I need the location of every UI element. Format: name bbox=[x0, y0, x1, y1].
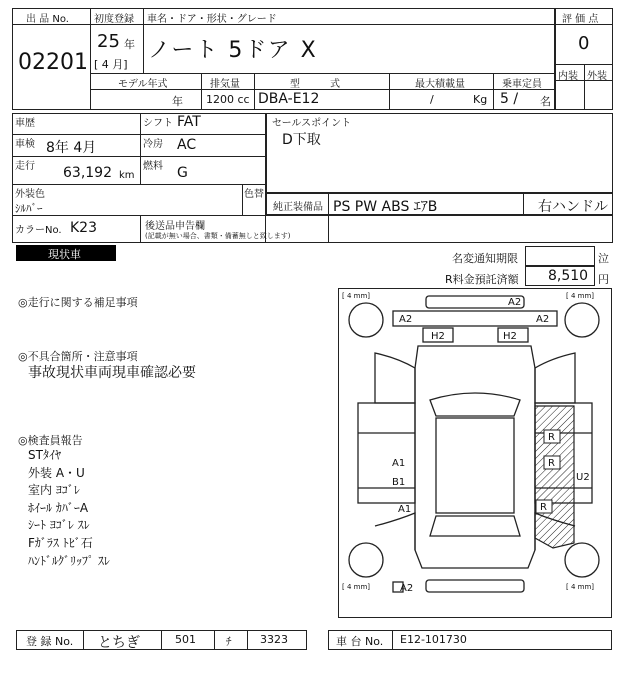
exterior-color-label: 外装色 bbox=[15, 189, 45, 200]
rear-window bbox=[430, 516, 520, 536]
defects-text: 事故現状車両現車確認必要 bbox=[28, 365, 196, 381]
max-load-label: 最大積載量 bbox=[415, 79, 465, 90]
type-label: 型 式 bbox=[290, 79, 340, 90]
fuel-label: 燃料 bbox=[143, 161, 163, 172]
first-reg-month: [ 4 月] bbox=[94, 58, 128, 71]
rear-bumper bbox=[426, 580, 524, 592]
displacement: 1200 cc bbox=[206, 93, 250, 106]
ac-label: 冷房 bbox=[143, 139, 163, 150]
inspection-label: 車検 bbox=[15, 139, 35, 150]
score-label: 評 価 点 bbox=[562, 14, 599, 25]
shift-value: FAT bbox=[177, 114, 201, 130]
mark-hood-left: A2 bbox=[399, 314, 413, 325]
inspector-line: ﾊﾝﾄﾞﾙｸﾞﾘｯﾌﾟ ｽﾚ bbox=[28, 553, 110, 568]
tire-front-right bbox=[565, 303, 599, 337]
color-change-label: 色替 bbox=[244, 189, 264, 200]
mark-rear-bumper: A2 bbox=[400, 583, 414, 594]
tire-rear-left-depth: [ 4 mm] bbox=[342, 583, 371, 591]
history-label: 車歴 bbox=[15, 118, 35, 129]
inspector-title: ◎検査員報告 bbox=[18, 434, 83, 447]
max-load: / bbox=[430, 93, 434, 106]
exterior-label: 外装 bbox=[587, 71, 607, 82]
mark-left-side: A1 bbox=[398, 504, 412, 515]
reg-kana: ﾁ bbox=[226, 635, 232, 648]
fuel-value: G bbox=[177, 165, 188, 181]
mark-roof-a: A1 bbox=[392, 458, 406, 469]
exterior-color-value: ｼﾙﾊﾞｰ bbox=[15, 202, 43, 215]
color-no-label: カラーNo. bbox=[15, 225, 62, 236]
interior-label: 内装 bbox=[558, 71, 578, 82]
shift-label: シフト bbox=[143, 118, 173, 129]
damage-hatch bbox=[535, 406, 574, 548]
inspector-line: Fｶﾞﾗｽ ﾄﾋﾞ石 bbox=[28, 535, 93, 550]
inspector-line: 室内 ﾖｺﾞﾚ bbox=[28, 483, 80, 498]
mileage-unit: km bbox=[119, 170, 135, 181]
lot-number: 02201 bbox=[18, 50, 88, 75]
sales-point-label: セールスポイント bbox=[272, 118, 352, 129]
inspector-line: 外装 A・U bbox=[28, 465, 85, 480]
sales-point-value: D下取 bbox=[282, 132, 321, 148]
ac-value: AC bbox=[177, 137, 197, 153]
mark-lamp-left: H2 bbox=[431, 331, 445, 342]
mark-hood-right: A2 bbox=[536, 314, 550, 325]
displacement-label: 排気量 bbox=[210, 79, 240, 90]
recycle-label: R料金預託済額 bbox=[445, 273, 519, 286]
reg-number: 3323 bbox=[260, 633, 288, 646]
model-year-unit: 年 bbox=[172, 95, 183, 108]
inspector-line: ｼｰﾄ ﾖｺﾞﾚ ｽﾚ bbox=[28, 518, 90, 533]
score-value: 0 bbox=[578, 33, 590, 54]
chassis-number: E12-101730 bbox=[400, 633, 467, 646]
inspector-line: ﾎｲｰﾙ ｶﾊﾞｰA bbox=[28, 500, 89, 515]
capacity: 5 / bbox=[500, 91, 519, 107]
registration-label: 登 録 No. bbox=[26, 635, 74, 648]
reg-region: とちぎ bbox=[98, 635, 140, 651]
first-reg-year: 25 bbox=[97, 31, 120, 52]
mark-right-r1: R bbox=[548, 432, 555, 443]
model-type: DBA-E12 bbox=[258, 91, 320, 107]
body-outline bbox=[415, 346, 535, 568]
color-no-value: K23 bbox=[70, 220, 97, 236]
equipment-value: PS PW ABS ｴｱB bbox=[333, 199, 438, 215]
tire-front-left bbox=[349, 303, 383, 337]
first-reg-label: 初度登録 bbox=[94, 14, 134, 25]
mark-lamp-right: H2 bbox=[503, 331, 517, 342]
driving-notes-title: ◎走行に関する補足事項 bbox=[18, 296, 138, 309]
car-name-label: 車名・ドア・形状・グレード bbox=[147, 14, 277, 25]
mileage-value: 63,192 bbox=[63, 165, 112, 181]
equipment-label: 純正装備品 bbox=[273, 202, 323, 213]
inspection-value: 8年 4月 bbox=[46, 140, 97, 156]
steering-value: 右ハンドル bbox=[538, 199, 608, 215]
reg-class: 501 bbox=[175, 633, 196, 646]
mark-front-bumper: A2 bbox=[508, 297, 522, 308]
chassis-label: 車 台 No. bbox=[336, 635, 384, 648]
mileage-label: 走行 bbox=[15, 161, 35, 172]
tire-rear-left bbox=[349, 543, 383, 577]
mark-right-u: U2 bbox=[576, 472, 590, 483]
mark-right-r2: R bbox=[548, 458, 555, 469]
tire-rear-right bbox=[565, 543, 599, 577]
tire-rear-right-depth: [ 4 mm] bbox=[566, 583, 595, 591]
model-year-label: モデル年式 bbox=[118, 79, 168, 90]
car-diagram bbox=[338, 288, 612, 618]
lot-label: 出 品 No. bbox=[26, 14, 69, 25]
mark-roof-b: B1 bbox=[392, 477, 406, 488]
hood-band bbox=[393, 311, 557, 326]
windshield bbox=[430, 393, 520, 416]
inspector-line: STﾀｲﾔ bbox=[28, 448, 61, 462]
capacity-label: 乗車定員 bbox=[502, 79, 542, 90]
mark-right-r3: R bbox=[540, 502, 547, 513]
recycle-unit: 円 bbox=[598, 273, 609, 286]
aftermarket-note: (記載が無い場合、書類・備蓄無しと致します) bbox=[145, 232, 291, 240]
tire-front-right-depth: [ 4 mm] bbox=[566, 292, 595, 300]
car-name: ノート 5ドア X bbox=[148, 38, 318, 63]
inspector-lines bbox=[28, 447, 110, 570]
year-unit: 年 bbox=[124, 38, 135, 51]
max-load-unit: Kg bbox=[473, 93, 488, 106]
current-car-label: 現状車 bbox=[48, 248, 81, 261]
roof bbox=[436, 418, 514, 513]
defects-title: ◎不具合箇所・注意事項 bbox=[18, 350, 138, 363]
capacity-unit: 名 bbox=[540, 95, 551, 108]
aftermarket-label: 後送品申告欄 bbox=[145, 221, 205, 232]
tire-front-left-depth: [ 4 mm] bbox=[342, 292, 371, 300]
name-change-label: 名変通知期限 bbox=[452, 252, 518, 265]
name-change-field bbox=[525, 246, 595, 266]
recycle-amount: 8,510 bbox=[548, 268, 589, 284]
name-change-unit: 泣 bbox=[598, 252, 609, 265]
